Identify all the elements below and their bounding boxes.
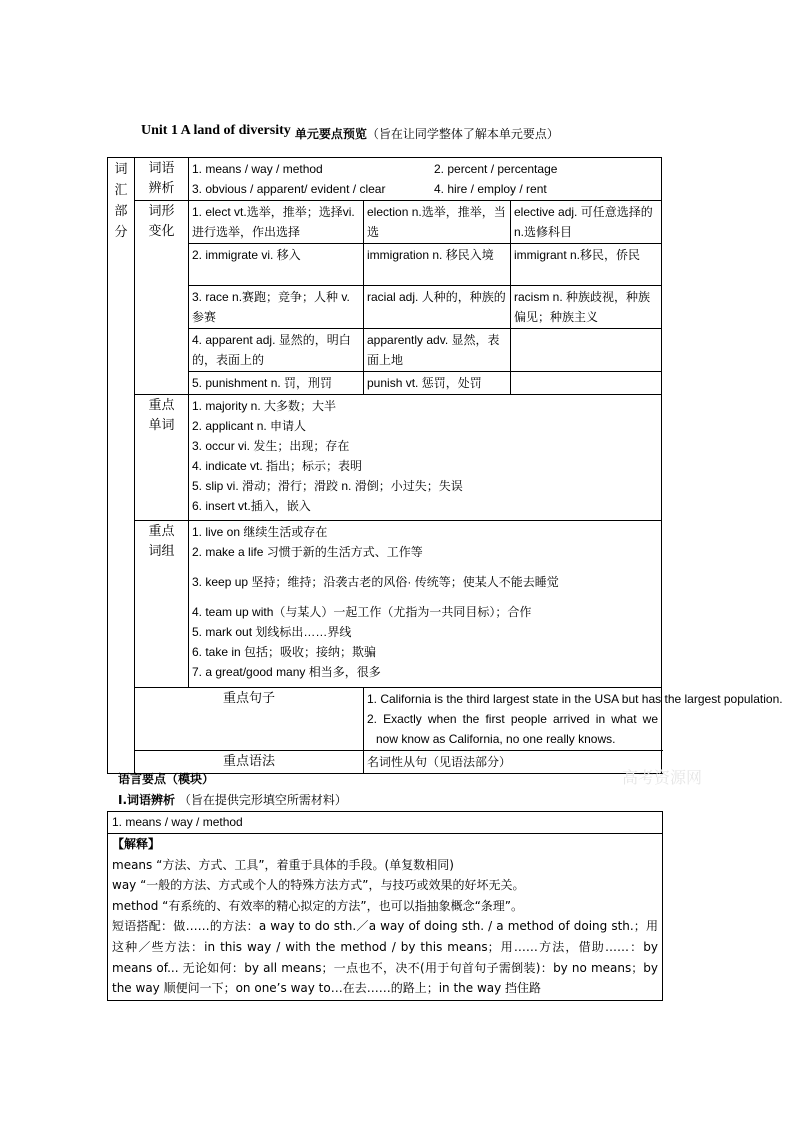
explanation-paragraph: 短语搭配：做……的方法：a way to do sth.／a way of doing sth. / a method of doing sth.；用这种／些方法：in this way / with the method / by this means；用……方法，借助……：by means of... 无论如何：by all means；一点也不，决不(用于句首句子需倒装)：by no means；by the way 顺便问一下；on one’s way to…在去……的路上；in the way 挡住路 xyxy=(112,919,658,996)
unit-overview-table xyxy=(107,157,783,774)
key-sentences-label: 重点句子 xyxy=(135,688,364,751)
key-words-label: 重点单词 xyxy=(135,395,189,521)
word-form-cell: 2. immigrate vi. 移入 xyxy=(189,244,364,286)
preview-title: 单元要点预览 xyxy=(294,127,367,141)
key-grammar-label: 重点语法 xyxy=(135,751,364,774)
list-item: 2. applicant n. 申请人 xyxy=(192,419,307,433)
sentence-item: 2. Exactly when the first people arrived in what we now know as California, no one really knows. xyxy=(367,712,658,746)
key-sentences-cell xyxy=(364,688,783,751)
list-item: 1. majority n. 大多数；大半 xyxy=(192,399,337,413)
word-form-cell: immigrant n.移民，侨民 xyxy=(511,244,662,286)
vocab-section-label: 词汇部分 xyxy=(108,158,135,774)
word-form-cell: 1. elect vt.选举，推举；选择vi. 进行选举，作出选择 xyxy=(189,201,364,244)
word-form-cell: immigration n. 移民入境 xyxy=(364,244,511,286)
word-form-cell xyxy=(511,372,662,395)
word-form-cell: racial adj. 人种的，种族的 xyxy=(364,286,511,329)
word-form-cell: election n.选举，推举，当选 xyxy=(364,201,511,244)
sentence-item: 1. California is the third largest state in the USA but has the largest population. xyxy=(367,692,783,706)
word-form-cell: apparently adv. 显然，表面上地 xyxy=(364,329,511,372)
word-form-cell: elective adj. 可任意选择的n.选修科目 xyxy=(511,201,662,244)
section-subtitle xyxy=(118,791,347,808)
list-item: 7. a great/good many 相当多，很多 xyxy=(192,665,381,679)
list-item: 1. live on 继续生活或存在 xyxy=(192,525,328,539)
discrimination-cell: 1. means / way / method 2. percent / percentage 3. obvious / apparent/ evident / clear 4. hire / employ / rent xyxy=(189,158,662,201)
word-form-cell: 3. race n.赛跑；竞争；人种 v. 参赛 xyxy=(189,286,364,329)
subtitle-bold: Ⅰ.词语辨析 xyxy=(118,793,176,807)
page-title-line xyxy=(141,121,559,139)
word-form-cell: 5. punishment n. 罚，刑罚 xyxy=(189,372,364,395)
word-forms-label: 词形变化 xyxy=(135,201,189,395)
preview-note: （旨在让同学整体了解本单元要点） xyxy=(366,127,559,141)
list-item: 4. indicate vt. 指出；标示；表明 xyxy=(192,459,363,473)
key-grammar-cell: 名词性从句（见语法部分） xyxy=(364,751,662,774)
unit-title: Unit 1 A land of diversity xyxy=(141,123,291,138)
list-item: 2. make a life 习惯于新的生活方式、工作等 xyxy=(192,545,423,559)
list-item: 5. mark out 划线标出……界线 xyxy=(192,625,352,639)
list-item: 6. take in 包括；吸收；接纳；欺骗 xyxy=(192,645,377,659)
discrimination-label: 词语辨析 xyxy=(135,158,189,201)
explanation-label: 【解释】 xyxy=(112,837,161,851)
subtitle-note: （旨在提供完形填空所需材料） xyxy=(178,793,347,807)
explanation-heading: 1. means / way / method xyxy=(108,812,662,834)
section-title: 语言要点（模块） xyxy=(118,772,215,786)
explanation-box xyxy=(107,811,663,1001)
word-form-cell: 4. apparent adj. 显然的，明白的，表面上的 xyxy=(189,329,364,372)
word-form-cell: punish vt. 惩罚，处罚 xyxy=(364,372,511,395)
key-phrases-label: 重点词组 xyxy=(135,521,189,688)
key-words-cell xyxy=(189,395,662,521)
explanation-paragraph: way “一般的方法、方式或个人的特殊方法方式”，与技巧或效果的好坏无关。 xyxy=(112,878,525,893)
list-item: 4. team up with（与某人）一起工作（尤指为一共同目标）；合作 xyxy=(192,605,532,619)
list-item: 3. keep up 坚持；维持；沿袭古老的风俗· 传统等；使某人不能去睡觉 xyxy=(192,575,559,589)
list-item: 3. occur vi. 发生；出现；存在 xyxy=(192,439,350,453)
list-item: 6. insert vt.插入，嵌入 xyxy=(192,499,311,513)
word-form-cell: racism n. 种族歧视，种族偏见；种族主义 xyxy=(511,286,662,329)
word-form-cell xyxy=(511,329,662,372)
list-item: 5. slip vi. 滑动；滑行；滑跤 n. 滑倒；小过失；失误 xyxy=(192,479,463,493)
explanation-paragraph: means “方法、方式、工具”，着重于具体的手段。(单复数相同) xyxy=(112,857,454,872)
watermark: 高考资源网 xyxy=(622,768,703,787)
key-phrases-cell xyxy=(189,521,662,688)
explanation-paragraph: method “有系统的、有效率的精心拟定的方法”，也可以指抽象概念“条理”。 xyxy=(112,898,524,913)
preview-heading xyxy=(295,127,559,141)
